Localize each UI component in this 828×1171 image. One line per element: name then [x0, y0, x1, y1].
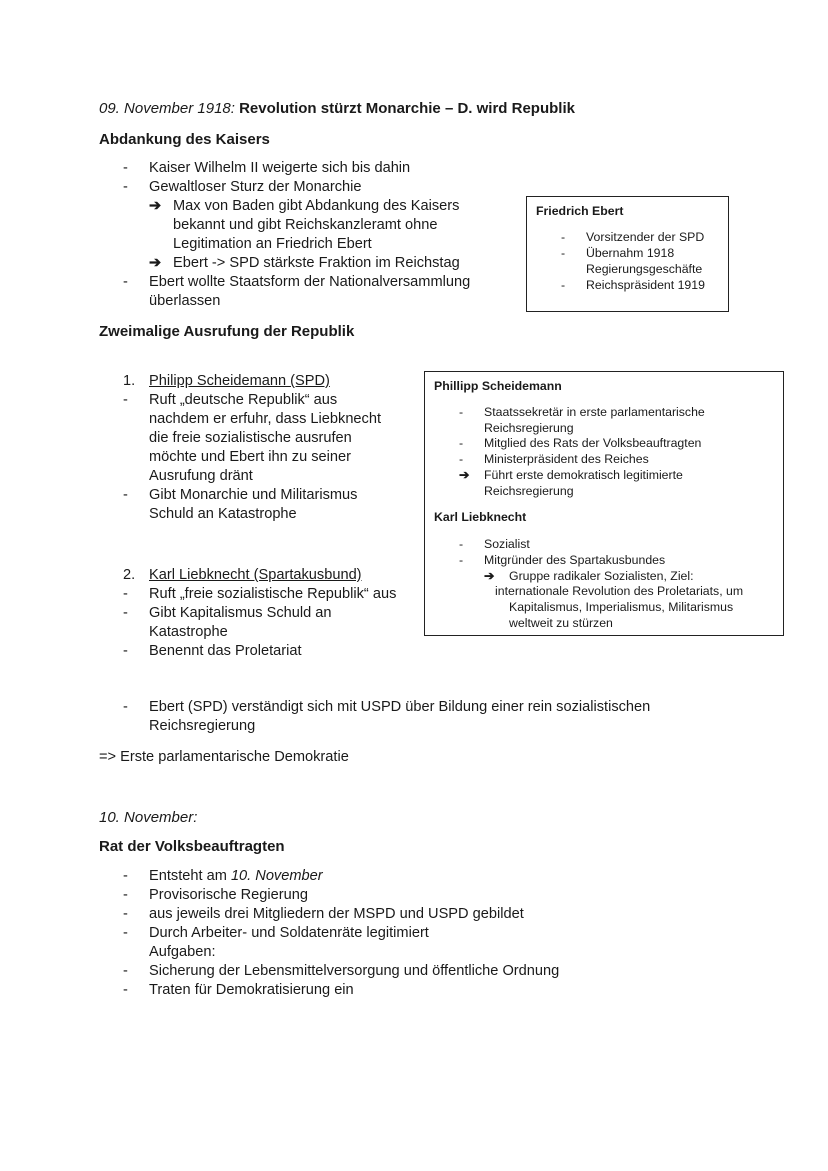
bullet-dash: - — [561, 230, 566, 244]
section-title-rat: Rat der Volksbeauftragten — [99, 838, 285, 855]
list-item: Traten für Demokratisierung ein — [149, 982, 354, 998]
list-item: die freie sozialistische ausrufen — [149, 430, 352, 446]
list-item: Vorsitzender der SPD — [586, 230, 705, 244]
list-item: Gibt Monarchie und Militarismus — [149, 487, 358, 503]
bullet-dash: - — [123, 586, 128, 602]
list-item: Mitglied des Rats der Volksbeauftragten — [484, 436, 702, 450]
person-name-scheidemann: Philipp Scheidemann (SPD) — [149, 373, 330, 389]
list-item: Provisorische Regierung — [149, 887, 308, 903]
list-item: weltweit zu stürzen — [509, 616, 613, 630]
bullet-dash: - — [123, 392, 128, 408]
list-item: Reichspräsident 1919 — [586, 278, 705, 292]
bullet-dash: - — [459, 537, 464, 551]
list-item: Mitgründer des Spartakusbundes — [484, 553, 666, 567]
list-item: Max von Baden gibt Abdankung des Kaisers — [173, 198, 460, 214]
list-item: möchte und Ebert ihn zu seiner — [149, 449, 351, 465]
list-item: Reichsregierung — [484, 421, 574, 435]
list-item: Kaiser Wilhelm II weigerte sich bis dahin — [149, 160, 411, 176]
list-item: überlassen — [149, 293, 221, 309]
bullet-dash: - — [123, 274, 128, 290]
bullet-dash: - — [123, 925, 128, 941]
list-item: nachdem er erfuhr, dass Liebknecht — [149, 411, 382, 427]
list-item: Reichsregierung — [149, 718, 256, 734]
heading-date-2: 10. November: — [99, 809, 198, 826]
list-item: Ruft „deutsche Republik“ aus — [149, 392, 338, 408]
list-item: Regierungsgeschäfte — [586, 262, 703, 276]
bullet-dash: - — [123, 982, 128, 998]
box-title-scheidemann: Phillipp Scheidemann — [434, 379, 562, 393]
list-item: aus jeweils drei Mitgliedern der MSPD und USPD gebildet — [149, 906, 524, 922]
bullet-dash: - — [123, 963, 128, 979]
bullet-dash: - — [561, 246, 566, 260]
list-number: 1. — [123, 373, 136, 389]
heading-date: 09. November 1918: — [99, 100, 235, 117]
list-item: Gibt Kapitalismus Schuld an — [149, 605, 332, 621]
section-title-ausrufung: Zweimalige Ausrufung der Republik — [99, 323, 355, 340]
list-item: bekannt und gibt Reichskanzleramt ohne — [173, 217, 438, 233]
list-item: Ebert wollte Staatsform der Nationalversammlung — [149, 274, 471, 290]
heading-title: Revolution stürzt Monarchie – D. wird Republik — [239, 100, 575, 117]
list-item — [149, 867, 323, 886]
list-item: Gruppe radikaler Sozialisten, Ziel: — [509, 569, 694, 583]
bullet-dash: - — [459, 553, 464, 567]
arrow-icon: ➔ — [459, 468, 470, 482]
list-item: Katastrophe — [149, 624, 228, 640]
bullet-dash: - — [459, 436, 464, 450]
conclusion-text: => Erste parlamentarische Demokratie — [99, 749, 349, 765]
box-title: Friedrich Ebert — [536, 204, 624, 218]
list-item: Übernahm 1918 — [586, 246, 675, 260]
arrow-icon: ➔ — [149, 255, 162, 271]
list-item: Sozialist — [484, 537, 530, 551]
list-item: Ministerpräsident des Reiches — [484, 452, 649, 466]
item-prefix: Entsteht am — [149, 868, 231, 884]
list-item: Kapitalismus, Imperialismus, Militarismus — [509, 600, 734, 614]
list-item: Führt erste demokratisch legitimierte — [484, 468, 683, 482]
list-item: Reichsregierung — [484, 484, 574, 498]
bullet-dash: - — [123, 699, 128, 715]
item-date: 10. November — [230, 868, 323, 884]
list-item: Ebert (SPD) verständigt sich mit USPD über Bildung einer rein sozialistischen — [149, 699, 651, 715]
bullet-dash: - — [123, 868, 128, 884]
list-item: Ruft „freie sozialistische Republik“ aus — [149, 586, 397, 602]
bullet-dash: - — [123, 179, 128, 195]
list-item: Durch Arbeiter- und Soldatenräte legitimiert — [149, 925, 429, 941]
section-title-abdankung: Abdankung des Kaisers — [99, 131, 270, 148]
bullet-dash: - — [123, 487, 128, 503]
bullet-dash: - — [123, 906, 128, 922]
arrow-icon: ➔ — [484, 569, 495, 583]
list-number: 2. — [123, 567, 136, 583]
list-item: Schuld an Katastrophe — [149, 506, 297, 522]
bullet-dash: - — [459, 452, 464, 466]
list-item: Benennt das Proletariat — [149, 643, 302, 659]
bullet-dash: - — [459, 405, 464, 419]
list-item: Aufgaben: — [149, 944, 216, 960]
person-name-liebknecht: Karl Liebknecht (Spartakusbund) — [149, 567, 362, 583]
main-heading — [99, 99, 575, 118]
list-item: Gewaltloser Sturz der Monarchie — [149, 179, 362, 195]
list-item: Ebert -> SPD stärkste Fraktion im Reichstag — [173, 255, 460, 271]
bullet-dash: - — [123, 887, 128, 903]
list-item: Sicherung der Lebensmittelversorgung und öffentliche Ordnung — [149, 963, 560, 979]
bullet-dash: - — [123, 160, 128, 176]
list-item: Staatssekretär in erste parlamentarische — [484, 405, 705, 419]
list-item: internationale Revolution des Proletariats, um — [495, 584, 744, 598]
list-item: Legitimation an Friedrich Ebert — [173, 236, 372, 252]
info-box-persons — [424, 371, 784, 636]
bullet-dash: - — [561, 278, 566, 292]
info-box-ebert — [526, 196, 729, 312]
bullet-dash: - — [123, 605, 128, 621]
box-title-liebknecht: Karl Liebknecht — [434, 510, 527, 524]
bullet-dash: - — [123, 643, 128, 659]
list-item: Ausrufung dränt — [149, 468, 253, 484]
arrow-icon: ➔ — [149, 198, 162, 214]
